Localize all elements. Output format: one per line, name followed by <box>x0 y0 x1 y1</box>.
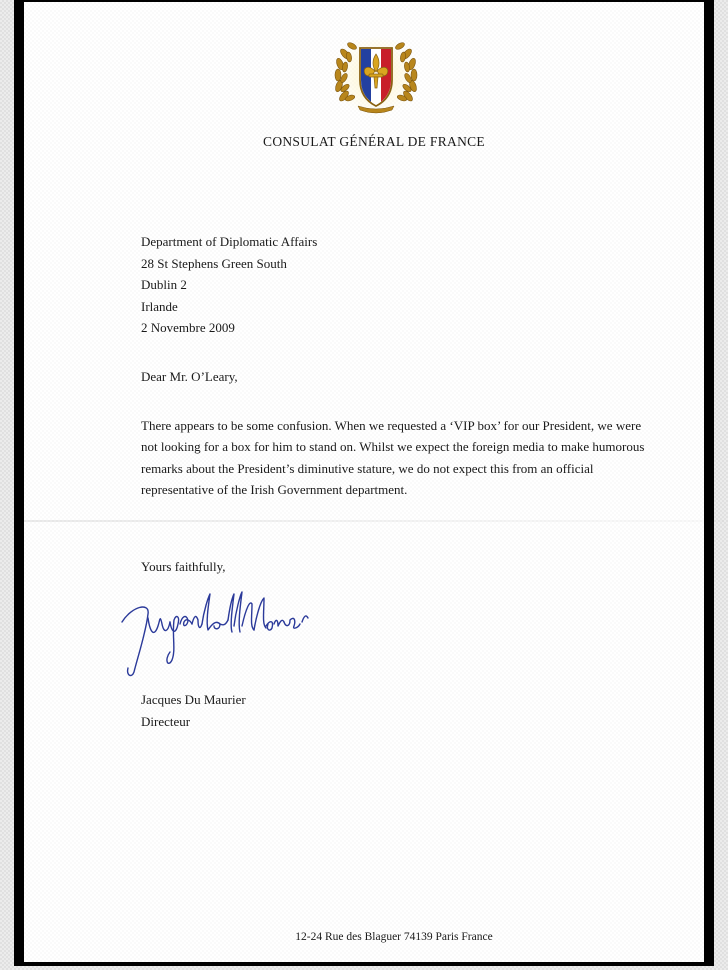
recipient-line: 28 St Stephens Green South <box>141 255 287 271</box>
fleur-de-lis-laurel-crest-icon <box>330 36 422 118</box>
footer-address: 12-24 Rue des Blaguer 74139 Paris France <box>295 931 493 943</box>
signer-block <box>141 689 246 733</box>
letterhead-title: CONSULAT GÉNÉRAL DE FRANCE <box>263 134 485 149</box>
recipient-line: Dublin 2 <box>141 277 187 292</box>
recipient-line: Department of Diplomatic Affairs <box>141 234 318 249</box>
signer-title: Directeur <box>141 714 191 729</box>
signer-name: Jacques Du Maurier <box>141 692 246 707</box>
recipient-line: Irlande <box>141 298 178 314</box>
handwritten-signature-icon <box>116 580 316 680</box>
letter-body: There appears to be some confusion. When we requested a ‘VIP box’ for our President, we were not looking for a box for him to stand on. Whilst we expect the foreign media to make humorous remarks about the President’s diminutive stature, we do not expect this from an official representative of the Irish Government department. <box>141 418 645 497</box>
scan-seam <box>24 520 724 522</box>
recipient-address-block <box>141 231 317 339</box>
salutation: Dear Mr. O’Leary, <box>141 369 238 384</box>
letter-date: 2 Novembre 2009 <box>141 320 235 335</box>
closing: Yours faithfully, <box>141 559 226 574</box>
letter-page <box>24 2 704 962</box>
